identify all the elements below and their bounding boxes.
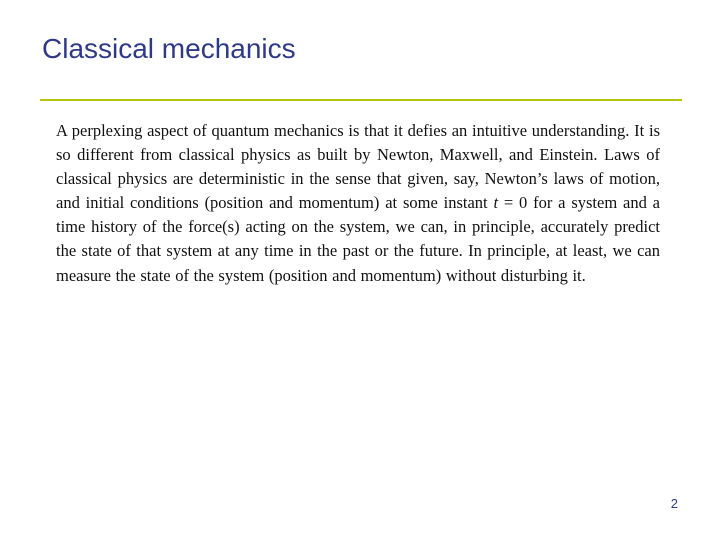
title-divider [40, 99, 682, 101]
time-variable: t [493, 193, 499, 213]
body-text-part-1: A perplexing aspect of quantum mechanics is that it defies an intuitive understanding. It is so different from classical physics as built by Newton, Maxwell, and Einstein. Laws of classical physics are deterministic in the sense that given, say, Newton’s laws of motion, and initial conditions (position and momentum) at some instant [56, 121, 660, 213]
body-paragraph [56, 119, 660, 288]
body-text-part-2: = 0 for a system and a time history of the force(s) acting on the system, we can, in principle, accurately predict the state of that system at any time in the past or the future. In principle, at least, we can measure the state of the system (position and momentum) without disturbing it. [56, 193, 660, 285]
slide-title: Classical mechanics [42, 33, 296, 64]
page-number: 2 [670, 496, 678, 511]
